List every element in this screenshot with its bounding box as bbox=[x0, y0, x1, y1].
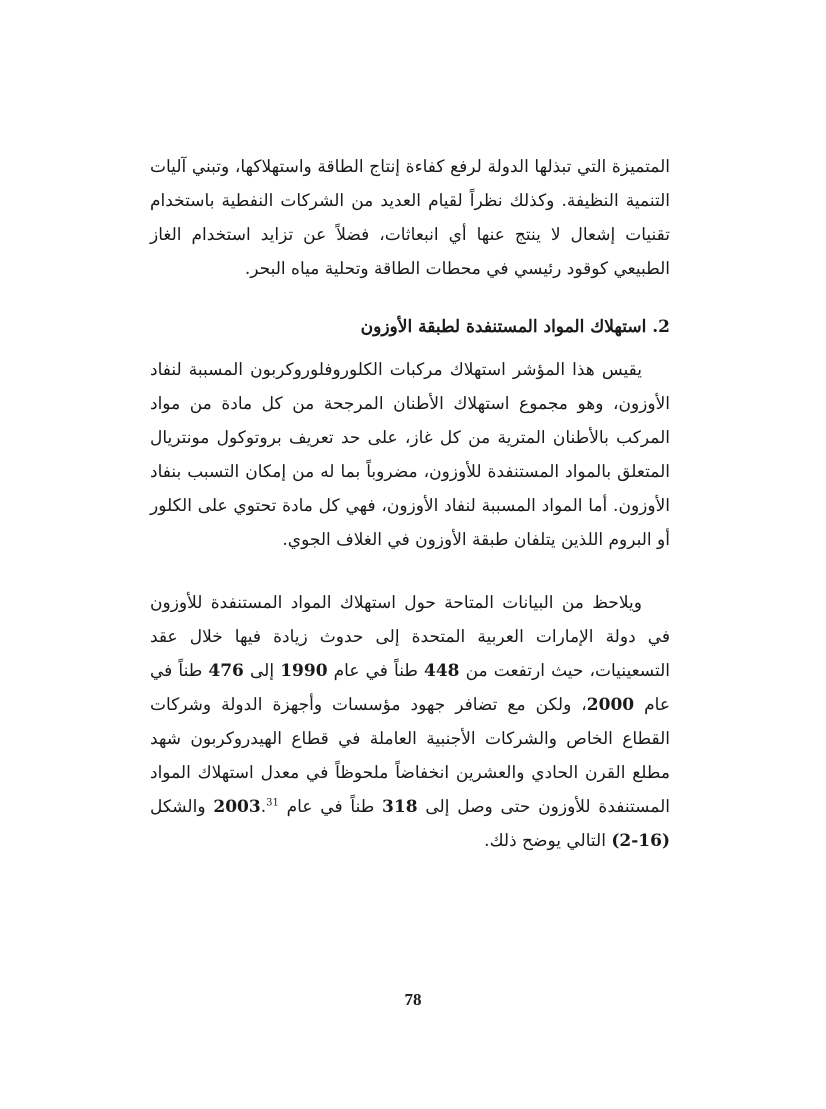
year-1990: 1990 bbox=[280, 661, 328, 681]
paragraph-data bbox=[150, 586, 670, 858]
value-2000-tons: 476 bbox=[208, 661, 244, 681]
paragraph-continuation: المتميزة التي تبذلها الدولة لرفع كفاءة إنتاج الطاقة واستهلاكها، وتبني آليات التنمية النظيفة. وكذلك نظراً لقيام العديد من الشركات النفطية باستخدام تقنيات إشعال لا ينتج عنها أي انبعاثات، فضلاً عن تزايد استخدام الغاز الطبيعي كوقود رئيسي في محطات الطاقة وتحلية مياه البحر. bbox=[150, 157, 670, 279]
text-run: ويلاحظ من البيانات المتاحة حول استهلاك المواد المستنفدة للأوزون في دولة الإمارات العربية المتحدة إلى حدوث زيادة فيها خلال عقد التسعينيات، حيث ارتفعت من bbox=[150, 593, 670, 681]
text-run: إلى bbox=[243, 661, 281, 681]
section-heading: 2. استهلاك المواد المستنفدة لطبقة الأوزون bbox=[360, 317, 670, 337]
year-2000: 2000 bbox=[586, 695, 635, 715]
year-2003: 2003 bbox=[213, 797, 261, 817]
value-1990-tons: 448 bbox=[424, 661, 460, 681]
paragraph-definition: يقيس هذا المؤشر استهلاك مركبات الكلوروفلوروكربون المسببة لنفاد الأوزون، وهو مجموع استهلاك الأطنان المرجحة من كل مادة من مواد المركب بالأطنان المترية من كل غاز، على حد تعريف بروتوكول مونتريال المتعلق بالمواد المستنفدة للأوزون، مضروباً بما له من إمكان التسبب بنفاد الأوزون. أما المواد المسببة لنفاد الأوزون، فهي كل مادة تحتوي على الكلور أو البروم اللذين يتلفان طبقة الأوزون في الغلاف الجوي. bbox=[150, 360, 670, 550]
text-run: ، ولكن مع تضافر جهود مؤسسات وأجهزة الدولة وشركات القطاع الخاص والشركات الأجنبية العاملة في قطاع الهيدروكربون شهد مطلع القرن الحادي والعشرين انخفاضاً ملحوظاً في معدل استهلاك المواد المستنفدة للأوزون حتى وصل إلى bbox=[150, 695, 670, 817]
text-run: طناً في عام bbox=[278, 797, 383, 817]
figure-reference: (2-16) bbox=[611, 831, 670, 851]
text-run: طناً في عام bbox=[150, 661, 670, 715]
text-run: طناً في عام bbox=[327, 661, 424, 681]
text-run: . bbox=[260, 797, 267, 817]
page-body bbox=[150, 150, 670, 858]
value-2003-tons: 318 bbox=[382, 797, 418, 817]
text-run: والشكل bbox=[150, 797, 214, 817]
page-number: 78 bbox=[404, 990, 422, 1009]
footnote-reference[interactable]: 31 bbox=[266, 797, 279, 809]
text-run: التالي يوضح ذلك. bbox=[484, 831, 612, 851]
